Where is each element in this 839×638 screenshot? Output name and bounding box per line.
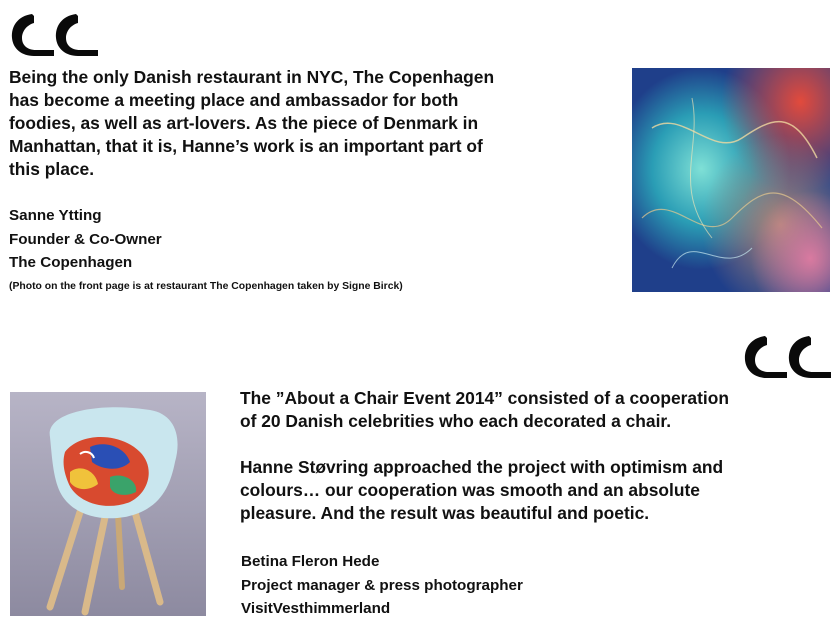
quote1-signature [9, 204, 162, 275]
quote1-line: this place. [9, 159, 95, 179]
quote1-role: Founder & Co-Owner [9, 230, 162, 248]
quote2-role: Project manager & press photographer [241, 576, 523, 594]
quote2-line: Hanne Støvring approached the project with optimism and [240, 457, 724, 477]
quote1-line: has become a meeting place and ambassador for both [9, 90, 459, 110]
quote2-line: of 20 Danish celebrities who each decorated a chair. [240, 411, 672, 431]
quote1-author: Sanne Ytting [9, 207, 102, 224]
quote2-text [240, 387, 835, 525]
quote-mark-icon [743, 334, 833, 380]
quote1-organization: The Copenhagen [9, 254, 133, 271]
quote-mark-icon [10, 12, 100, 58]
quote1-paragraph [9, 66, 609, 181]
quote2-organization: VisitVesthimmerland [241, 600, 391, 617]
quote2-line: The ”About a Chair Event 2014” consisted of a cooperation [240, 388, 729, 408]
quote1-line: foodies, as well as art-lovers. As the piece of Denmark in [9, 113, 479, 133]
quote2-signature [241, 550, 523, 621]
quote1-line: Being the only Danish restaurant in NYC, The Copenhagen [9, 67, 495, 87]
quote1-line: Manhattan, that it is, Hanne’s work is an important part of [9, 136, 483, 156]
painted-chair-image [10, 392, 206, 616]
quote2-author: Betina Fleron Hede [241, 553, 380, 570]
quote2-line: colours… our cooperation was smooth and an absolute [240, 480, 700, 500]
photo-credit-note: (Photo on the front page is at restaurant The Copenhagen taken by Signe Birck) [9, 281, 403, 292]
quote2-line: pleasure. And the result was beautiful and poetic. [240, 503, 650, 523]
abstract-painting-image [632, 68, 830, 292]
